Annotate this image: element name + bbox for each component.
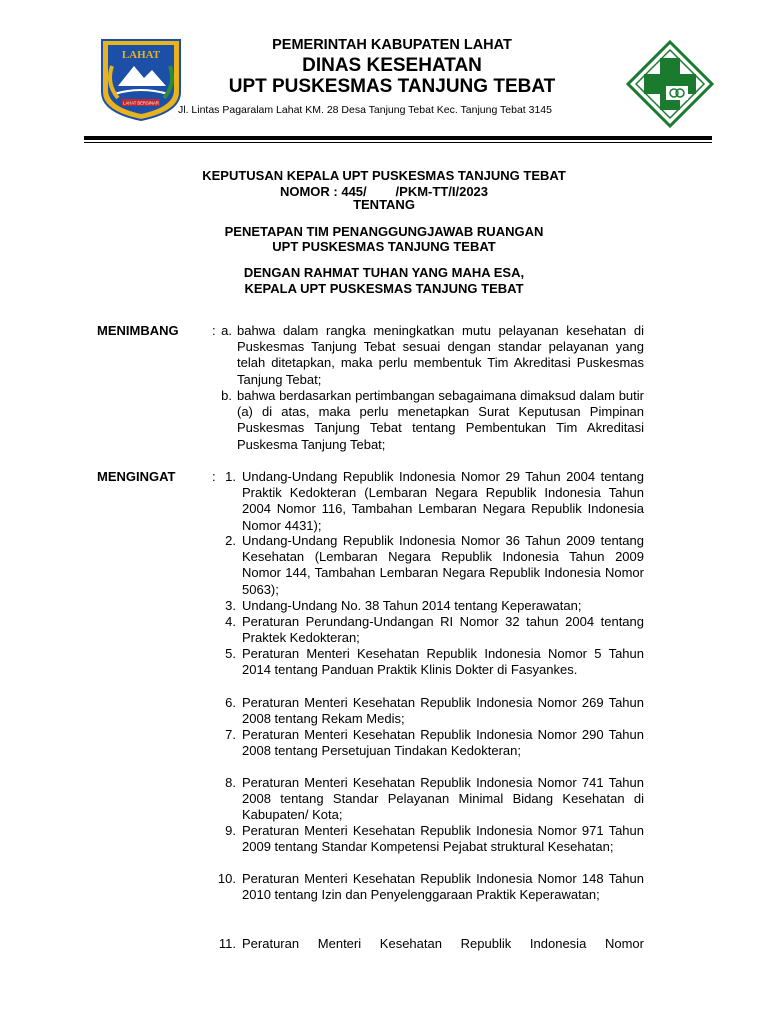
mengingat-number: 11. [218, 936, 236, 951]
mengingat-number: 7. [225, 727, 236, 742]
mengingat-number: 9. [225, 823, 236, 838]
decree-about: TENTANG [353, 197, 415, 212]
mengingat-item: Peraturan Menteri Kesehatan Republik Indonesia Nomor 5 Tahun 2014 tentang Panduan Praktik Klinis Dokter di Fasyankes. [242, 646, 644, 678]
letterhead-unit: UPT PUSKESMAS TANJUNG TEBAT [228, 76, 556, 97]
decree-invocation: DENGAN RAHMAT TUHAN YANG MAHA ESA, [243, 265, 525, 280]
mengingat-number: 5. [225, 646, 236, 661]
mengingat-number: 3. [225, 598, 236, 613]
decree-issuer: KEPALA UPT PUSKESMAS TANJUNG TEBAT [244, 281, 524, 296]
decree-title: KEPUTUSAN KEPALA UPT PUSKESMAS TANJUNG TEBAT [202, 168, 566, 183]
mengingat-item: Peraturan Menteri Kesehatan Republik Indonesia Nomor 290 Tahun 2008 tentang Persetujuan Tindakan Kedokteran; [242, 727, 644, 759]
letterhead-address: Jl. Lintas Pagaralam Lahat KM. 28 Desa Tanjung Tebat Kec. Tanjung Tebat 3145 [178, 104, 552, 116]
mengingat-item: Peraturan Menteri Kesehatan Republik Indonesia Nomor [242, 936, 644, 951]
mengingat-item: Undang-Undang Republik Indonesia Nomor 29 Tahun 2004 tentang Praktik Kedokteran (Lembaran Negara Republik Indonesia Tahun 2004 Nomor 116, Tambahan Lembaran Negara Republik Indonesia Nomor 4431); [242, 469, 644, 533]
letterhead-divider [84, 136, 712, 140]
mengingat-number: 10. [217, 871, 236, 886]
logo-lahat-text: LAHAT [121, 49, 161, 61]
mengingat-number: 4. [225, 614, 236, 629]
decree-number: NOMOR : 445/ /PKM-TT/I/2023 [279, 184, 489, 199]
letterhead-department: DINAS KESEHATAN [302, 55, 482, 76]
menimbang-marker: a. [221, 323, 232, 338]
mengingat-number: 2. [225, 533, 236, 548]
mengingat-number: 1. [225, 469, 236, 484]
menimbang-item: bahwa berdasarkan pertimbangan sebagaimana dimaksud dalam butir (a) di atas, maka perlu menetapkan Surat Keputusan Pimpinan Puskesmas Tanjung Tebat tentang Pembentukan Tim Akreditasi Puskesma Tanjung Tebat; [237, 388, 644, 452]
menimbang-item: bahwa dalam rangka meningkatkan mutu pelayanan kesehatan di Puskesmas Tanjung Tebat sesuai dengan standar pelayanan yang telah ditetapkan, maka perlu membentuk Tim Akreditasi Puskesmas Tanjung Tebat; [237, 323, 644, 387]
mengingat-item: Peraturan Menteri Kesehatan Republik Indonesia Nomor 741 Tahun 2008 tentang Standar Pelayanan Minimal Bidang Kesehatan di Kabupaten/ Kota; [242, 775, 644, 823]
mengingat-label: MENGINGAT [97, 469, 176, 484]
letterhead-government: PEMERINTAH KABUPATEN LAHAT [272, 37, 512, 53]
mengingat-number: 8. [225, 775, 236, 790]
menimbang-colon: : [212, 323, 216, 338]
menimbang-label: MENIMBANG [97, 323, 179, 338]
logo-ribbon-text: LAHAT BERSINAR [123, 100, 159, 106]
mengingat-item: Peraturan Perundang-Undangan RI Nomor 32 tahun 2004 tentang Praktek Kedokteran; [242, 614, 644, 646]
menimbang-marker: b. [221, 388, 232, 403]
mengingat-number: 6. [225, 695, 236, 710]
letterhead-divider-thin [84, 142, 712, 143]
mengingat-item: Undang-Undang Republik Indonesia Nomor 36 Tahun 2009 tentang Kesehatan (Lembaran Negara Republik Indonesia Tahun 2009 Nomor 144, Tambahan Lembaran Negara Republik Indonesia Nomor 5063); [242, 533, 644, 597]
mengingat-item: Peraturan Menteri Kesehatan Republik Indonesia Nomor 148 Tahun 2010 tentang Izin dan Penyelenggaraan Praktik Keperawatan; [242, 871, 644, 903]
mengingat-item: Peraturan Menteri Kesehatan Republik Indonesia Nomor 971 Tahun 2009 tentang Standar Kompetensi Pejabat struktural Kesehatan; [242, 823, 644, 855]
decree-subject: PENETAPAN TIM PENANGGUNGJAWAB RUANGAN [224, 224, 544, 239]
mengingat-item: Undang-Undang No. 38 Tahun 2014 tentang Keperawatan; [242, 598, 582, 613]
mengingat-item: Peraturan Menteri Kesehatan Republik Indonesia Nomor 269 Tahun 2008 tentang Rekam Medis; [242, 695, 644, 727]
mengingat-colon: : [212, 469, 216, 484]
decree-subject-unit: UPT PUSKESMAS TANJUNG TEBAT [272, 239, 496, 254]
